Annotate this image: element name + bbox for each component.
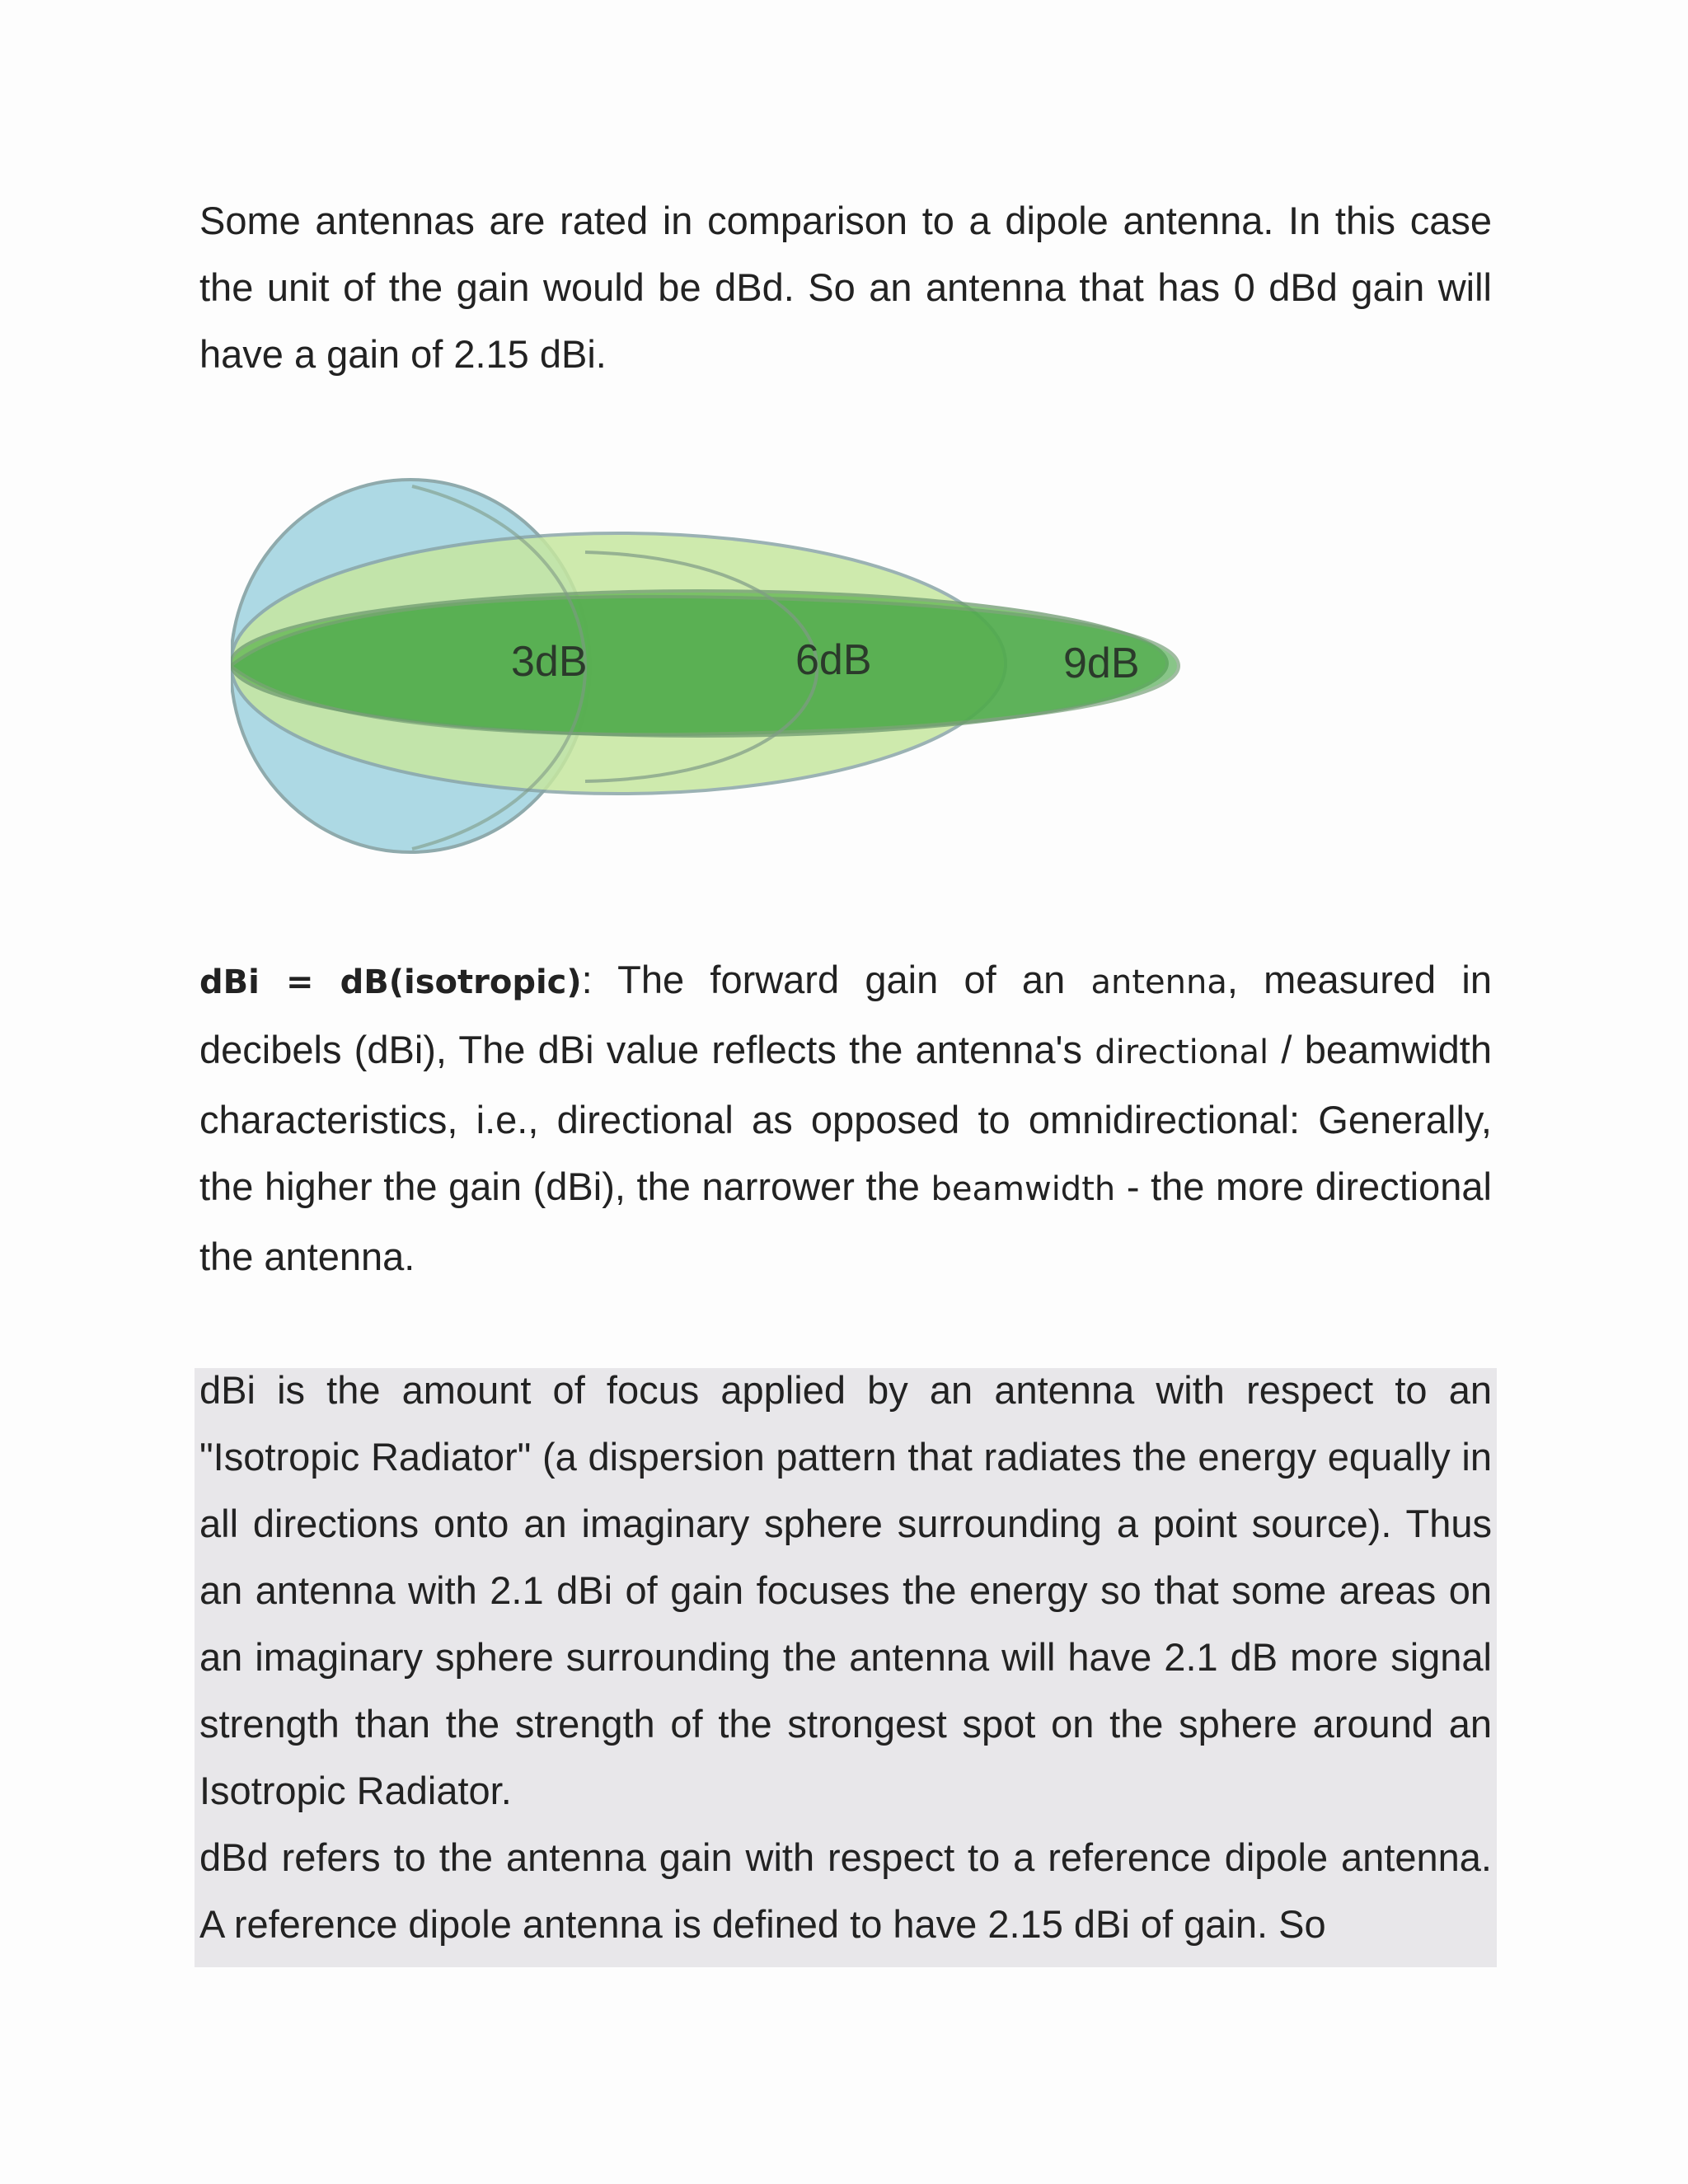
dbi-text-c: / beamwidth characteristics, i.e., directional as opposed to omnidirectional: Generally, the higher the gain (dBi), the narrower the	[199, 1028, 1492, 1208]
dbd-paragraph: dBd refers to the antenna gain with respect to a reference dipole antenna. A reference dipole antenna is defined to have 2.15 dBi of gain. So	[199, 1835, 1492, 1946]
dbi-text-d: - the more directional the antenna.	[199, 1165, 1492, 1278]
label-6db: 6dB	[795, 636, 872, 684]
dbi-word-directional: directional	[1095, 1033, 1269, 1071]
lobe-9db	[231, 597, 1179, 734]
dbi-term: dBi = dB(isotropic)	[199, 963, 582, 1001]
dbi-word-antenna: antenna	[1090, 963, 1227, 1001]
dbi-text-a: : The forward gain of an	[581, 958, 1091, 1001]
intro-paragraph: Some antennas are rated in comparison to a dipole antenna. In this case the unit of the gain would be dBd. So an antenna that has 0 dBd gain will have a gain of 2.15 dBi.	[199, 199, 1492, 376]
dbi-word-beamwidth: beamwidth	[931, 1170, 1116, 1208]
isotropic-radiator-paragraph: dBi is the amount of focus applied by an antenna with respect to an "Isotropic Radiator" (a dispersion pattern that radiates the energy equally in all directions onto an imaginary sphere surrounding a point source). Thus an antenna with 2.1 dBi of gain focuses the energy so that some areas on an imaginary sphere surrounding the antenna will have 2.1 dB more signal strength than the strength of the strongest spot on the sphere around an Isotropic Radiator.	[199, 1368, 1492, 1812]
dbi-text-b: , measured in decibels (dBi), The dBi value reflects the antenna's	[199, 958, 1492, 1071]
label-9db: 9dB	[1063, 640, 1140, 687]
antenna-gain-lobes-diagram	[231, 462, 1203, 874]
label-3db: 3dB	[511, 638, 588, 686]
dbi-definition-paragraph	[199, 946, 1492, 1290]
